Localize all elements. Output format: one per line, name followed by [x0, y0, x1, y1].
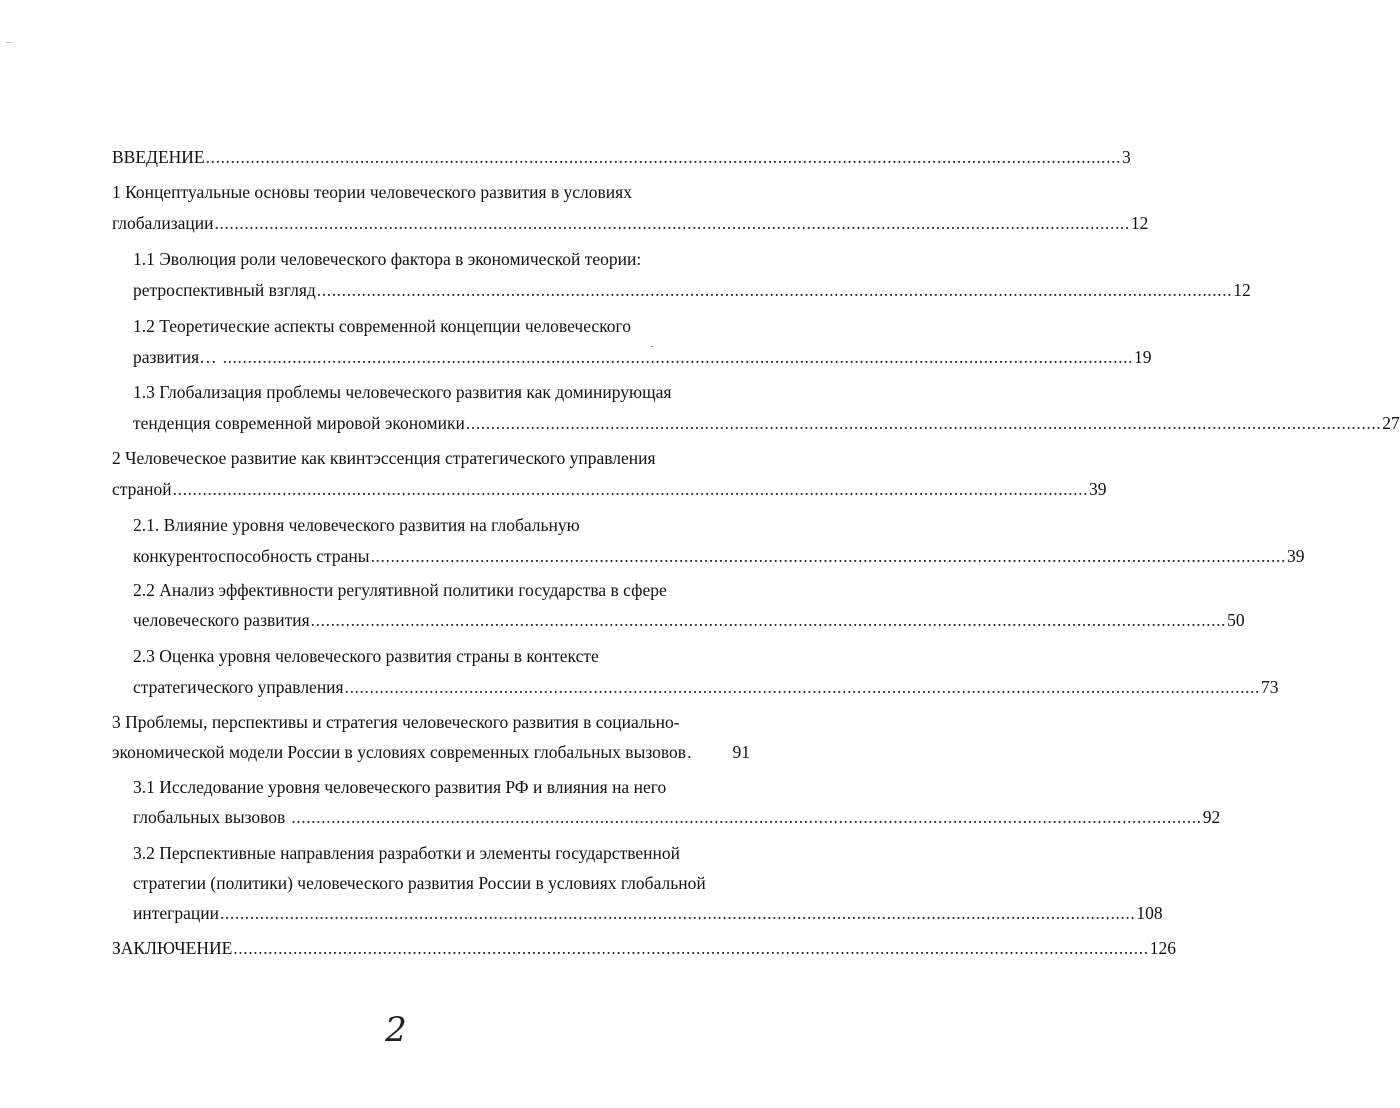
- toc-entry-page: 91: [732, 742, 750, 762]
- toc-entry-chapter-1-line: 1 Концептуальные основы теории человеческого развития в условиях: [112, 182, 632, 202]
- toc-entry-section-1-1-line: 1.1 Эволюция роли человеческого фактора в экономической теории:: [133, 249, 642, 269]
- toc-entry-section-2-1: конкурентоспособность страны ........................................................................................................................................................................................ 39: [133, 546, 1305, 566]
- toc-entry-page: 12: [1233, 280, 1251, 300]
- toc-entry-section-3-1: глобальных вызовов ....................................................................................................................................................................................... 92: [133, 807, 1221, 827]
- toc-entry-section-3-2-line-2: стратегии (политики) человеческого развития России в условиях глобальной: [133, 873, 706, 893]
- scan-speck: [651, 346, 653, 347]
- toc-entry-title: ретроспективный взгляд: [133, 280, 316, 300]
- toc-entry-conclusion: ЗАКЛЮЧЕНИЕ ........................................................................................................................................................................................ 126: [112, 938, 1176, 958]
- toc-entry-page: 27: [1382, 413, 1400, 433]
- toc-entry-page: 126: [1149, 938, 1176, 958]
- toc-entry-chapter-2-line: 2 Человеческое развитие как квинтэссенция стратегического управления: [112, 448, 656, 468]
- toc-entry-chapter-3: экономической модели России в условиях современных глобальных вызовов . 91: [112, 742, 750, 762]
- scan-mark: [6, 42, 11, 43]
- toc-entry-page: 19: [1134, 347, 1152, 367]
- toc-entry-section-1-2-line: 1.2 Теоретические аспекты современной концепции человеческого: [133, 316, 632, 336]
- toc-entry-title: ВВЕДЕНИЕ: [112, 147, 205, 167]
- toc-entry-section-1-1: ретроспективный взгляд ........................................................................................................................................................................................ 12: [133, 280, 1251, 300]
- toc-entry-page: 3: [1122, 147, 1131, 167]
- toc-entry-title: страной: [112, 479, 172, 499]
- toc-entry-title: человеческого развития: [133, 610, 310, 630]
- toc-entry-section-3-1-line: 3.1 Исследование уровня человеческого развития РФ и влияния на него: [133, 777, 667, 797]
- toc-entry-chapter-3-line: 3 Проблемы, перспективы и стратегия человеческого развития в социально-: [112, 712, 680, 732]
- toc-entry-page: 92: [1202, 807, 1221, 827]
- toc-entry-title: глобальных вызовов: [133, 807, 286, 827]
- toc-entry-title: развития…: [133, 347, 217, 367]
- toc-entry-title: глобализации: [112, 213, 214, 233]
- page-number: 2: [385, 1010, 407, 1050]
- toc-entry-page: 50: [1227, 610, 1245, 630]
- toc-entry-page: 12: [1130, 213, 1149, 233]
- toc-entry-section-2-3-line: 2.3 Оценка уровня человеческого развития страны в контексте: [133, 646, 599, 666]
- toc-entry-page: 108: [1136, 903, 1163, 923]
- toc-entry-section-1-3-line: 1.3 Глобализация проблемы человеческого развития как доминирующая: [133, 382, 672, 402]
- toc-entry-section-2-1-line: 2.1. Влияние уровня человеческого развития на глобальную: [133, 515, 580, 535]
- toc-entry-page: 39: [1286, 546, 1305, 566]
- toc-entry-title: конкурентоспособность страны: [133, 546, 370, 566]
- toc-entry-section-3-2-line-1: 3.2 Перспективные направления разработки и элементы государственной: [133, 843, 680, 863]
- toc-entry-title: стратегического управления: [133, 677, 344, 697]
- toc-entry-title: интеграции: [133, 903, 219, 923]
- toc-entry-introduction: ВВЕДЕНИЕ ........................................................................................................................................................................................ 3: [112, 147, 1131, 167]
- toc-entry-section-1-3: тенденция современной мировой экономики ........................................................................................................................................................................................ 27: [133, 413, 1400, 433]
- toc-entry-title: тенденция современной мировой экономики: [133, 413, 465, 433]
- toc-entry-title: экономической модели России в условиях современных глобальных вызовов: [112, 742, 687, 762]
- toc-entry-chapter-2: страной ........................................................................................................................................................................................ 39: [112, 479, 1107, 499]
- toc-entry-section-2-3: стратегического управления ........................................................................................................................................................................................ 73: [133, 677, 1279, 697]
- toc-entry-section-1-2: развития… ....................................................................................................................................................................................... 19: [133, 347, 1152, 367]
- toc-entry-section-3-2: интеграции ........................................................................................................................................................................................ 108: [133, 903, 1163, 923]
- toc-entry-chapter-1: глобализации ........................................................................................................................................................................................ 12: [112, 213, 1149, 233]
- toc-entry-page: 39: [1089, 479, 1107, 499]
- toc-entry-section-2-2-line: 2.2 Анализ эффективности регулятивной политики государства в сфере: [133, 580, 667, 600]
- toc-entry-page: 73: [1261, 677, 1279, 697]
- toc-entry-title: ЗАКЛЮЧЕНИЕ: [112, 938, 233, 958]
- toc-entry-section-2-2: человеческого развития ........................................................................................................................................................................................ 50: [133, 610, 1245, 630]
